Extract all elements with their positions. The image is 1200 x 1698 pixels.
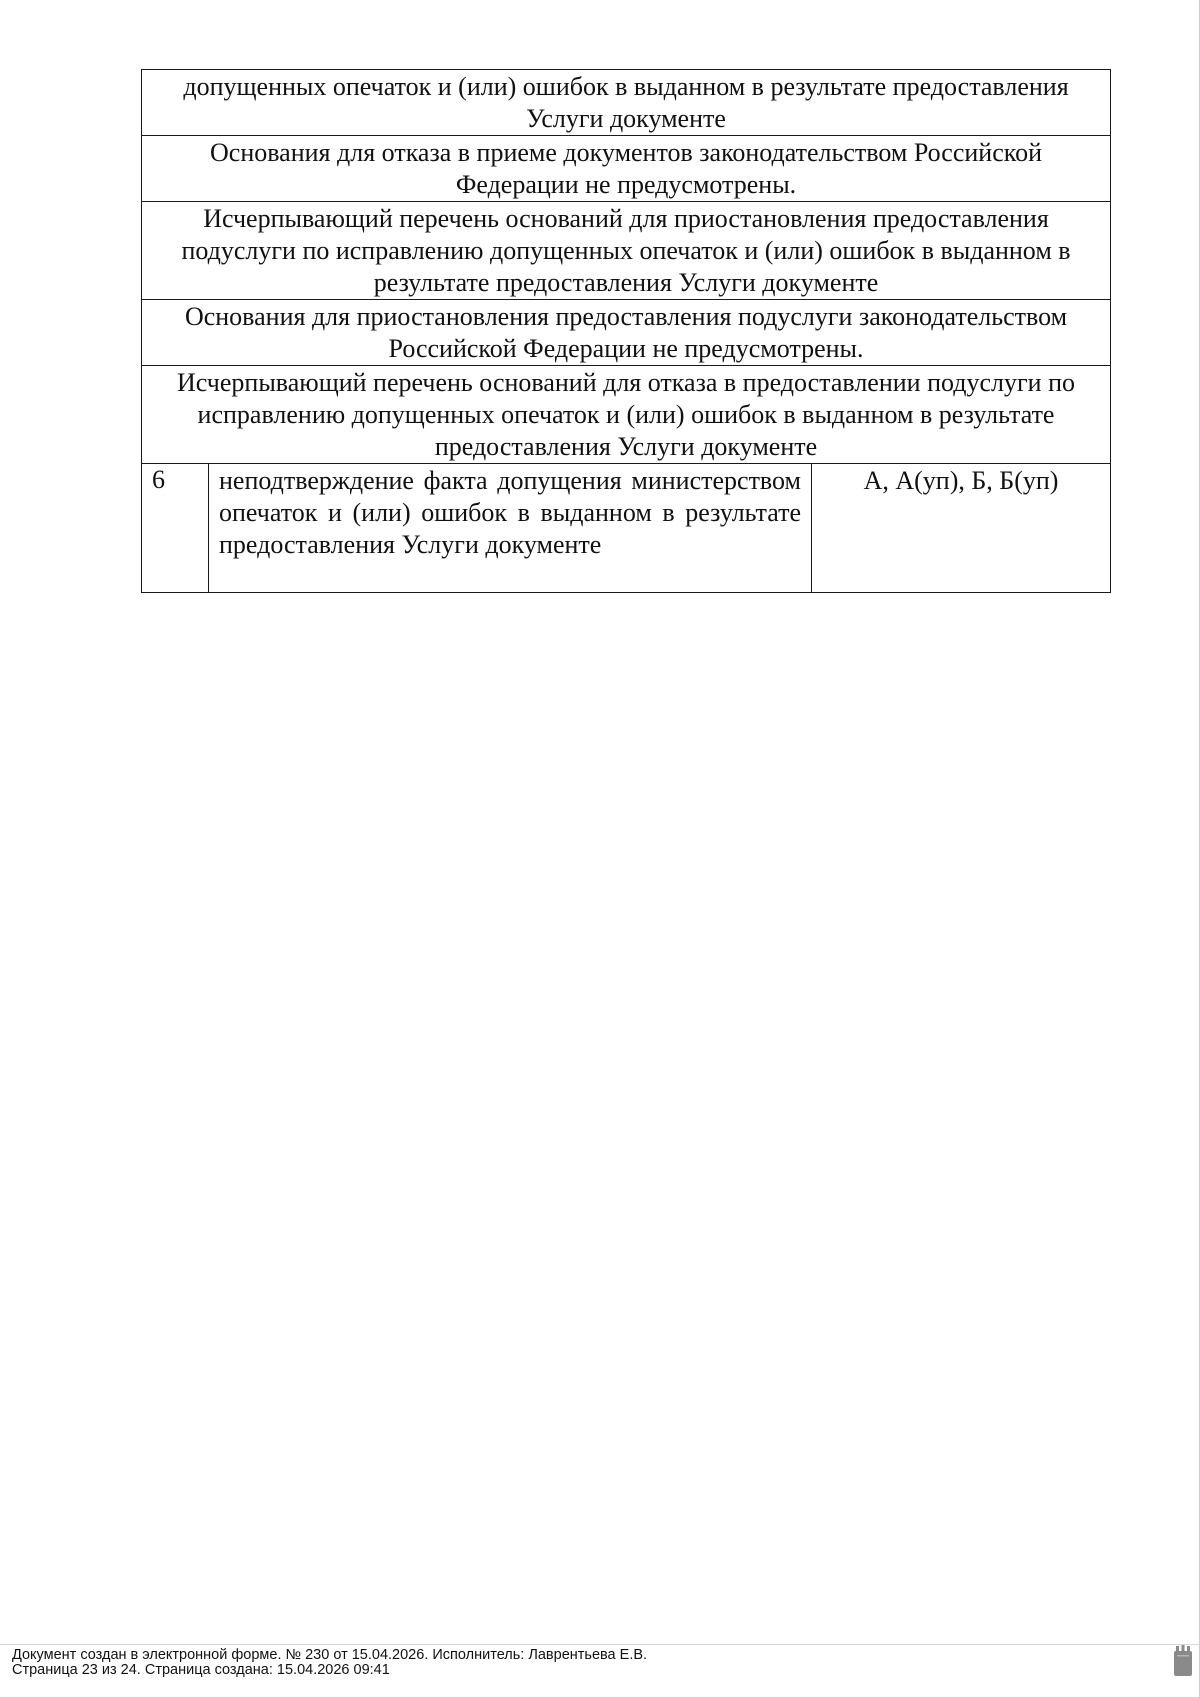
table-section-row (142, 136, 1111, 202)
table-row (142, 464, 1111, 593)
section-note-cell: Основания для приостановления предоставления подуслуги законодательством Российской Федерации не предусмотрены. (142, 300, 1111, 366)
section-heading-cell: Исчерпывающий перечень оснований для отказа в предоставлении подуслуги по исправлению допущенных опечаток и (или) ошибок в выданном в результате предоставления Услуги документе (142, 366, 1111, 464)
row-text-cell: неподтверждение факта допущения министерством опечаток и (или) ошибок в выданном в результате предоставления Услуги документе (209, 464, 812, 593)
table-section-row (142, 202, 1111, 300)
row-number-cell: 6 (142, 464, 209, 593)
table-section-row (142, 300, 1111, 366)
footer-line-page: Страница 23 из 24. Страница создана: 15.04.2026 09:41 (12, 1662, 390, 1678)
section-heading-cell: Исчерпывающий перечень оснований для приостановления предоставления подуслуги по исправлению допущенных опечаток и (или) ошибок в выданном в результате предоставления Услуги документе (142, 202, 1111, 300)
table-section-row (142, 70, 1111, 136)
footer-divider (0, 1644, 1200, 1645)
document-seal-icon (1173, 1645, 1193, 1677)
document-footer (12, 1648, 647, 1678)
table-section-row (142, 366, 1111, 464)
row-codes-cell: А, А(уп), Б, Б(уп) (812, 464, 1111, 593)
footer-line-document: Документ создан в электронной форме. № 230 от 15.04.2026. Исполнитель: Лаврентьева Е.В. (12, 1647, 648, 1663)
section-heading-cell: допущенных опечаток и (или) ошибок в выданном в результате предоставления Услуги документе (142, 70, 1111, 136)
document-table (141, 69, 1111, 593)
section-note-cell: Основания для отказа в приеме документов законодательством Российской Федерации не предусмотрены. (142, 136, 1111, 202)
